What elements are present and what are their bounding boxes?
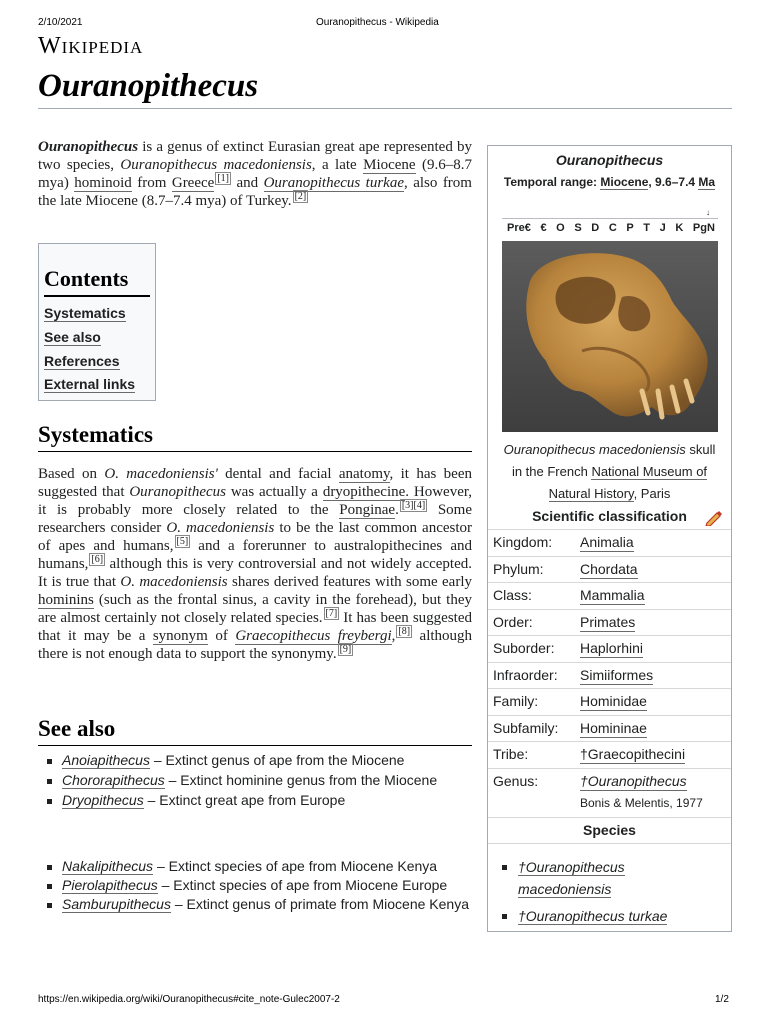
- sci-class-label: Scientific classification: [532, 508, 687, 524]
- print-page-number: 1/2: [715, 994, 729, 1005]
- row-label-order: Order:: [493, 614, 533, 630]
- species-heading: Species: [583, 822, 636, 838]
- link-miocene[interactable]: Miocene: [363, 157, 416, 173]
- period-scale-line: [502, 218, 718, 219]
- sys-text: .: [395, 502, 399, 518]
- toc-item-external-links[interactable]: External links: [44, 376, 136, 392]
- print-date: 2/10/2021: [38, 17, 83, 28]
- list-item-desc: – Extinct genus of ape from the Miocene: [149, 752, 405, 768]
- row-label-suborder: Suborder:: [493, 640, 555, 656]
- period-label[interactable]: PgN: [692, 222, 715, 234]
- taxobox: [487, 145, 732, 932]
- rule: [488, 529, 731, 530]
- sys-text: dental and facial: [217, 466, 339, 482]
- link-dryopithecine[interactable]: dryopithecine: [322, 484, 406, 500]
- sys-text: Based on: [38, 466, 105, 482]
- sys-italic: O. macedoniensis: [166, 520, 275, 536]
- rule: [488, 556, 731, 557]
- row-label-genus: Genus:: [493, 773, 539, 789]
- intro-text: (9.6–8.7 mya): [38, 157, 473, 191]
- link-chororapithecus[interactable]: Chororapithecus: [62, 772, 165, 788]
- link-animalia[interactable]: Animalia: [580, 534, 634, 550]
- row-label-family: Family:: [493, 693, 539, 709]
- caption-text: in the French: [511, 464, 592, 479]
- rule: [488, 662, 731, 663]
- temporal-range: [488, 175, 731, 189]
- intro-text: is a genus of extinct Eurasian great ape represented by two species,: [38, 139, 472, 173]
- citation-5[interactable]: [5]: [176, 536, 189, 547]
- toc-item-see-also[interactable]: See also: [44, 329, 101, 345]
- link-ouranopithecus-genus[interactable]: †Ouranopithecus: [580, 773, 687, 789]
- period-label[interactable]: J: [659, 222, 666, 234]
- intro-bold-name: Ouranopithecus: [38, 139, 139, 155]
- link-primates[interactable]: Primates: [580, 614, 636, 630]
- link-simiiformes[interactable]: Simiiformes: [580, 667, 654, 683]
- skull-photo[interactable]: [502, 241, 718, 432]
- link-miocene-infobox[interactable]: Miocene: [600, 175, 649, 189]
- citation-2[interactable]: [2]: [294, 191, 307, 202]
- intro-paragraph: [38, 138, 472, 210]
- print-url: https://en.wikipedia.org/wiki/Ouranopithecus#cite_note-Gulec2007-2: [38, 994, 340, 1005]
- temporal-value: , 9.6–7.4: [648, 175, 699, 189]
- systematics-divider: [38, 451, 472, 452]
- sys-text: . However, it is probably more closely related to the: [38, 484, 473, 518]
- link-ouranopithecus-macedoniensis[interactable]: †Ouranopithecus macedoniensis: [518, 859, 625, 897]
- sys-italic: O. macedoniensis: [120, 574, 228, 590]
- link-homininae[interactable]: Homininae: [580, 720, 647, 736]
- toc-item-systematics[interactable]: Systematics: [44, 305, 126, 321]
- link-pierolapithecus[interactable]: Pierolapithecus: [62, 877, 158, 893]
- rule: [488, 715, 731, 716]
- link-greece[interactable]: Greece: [171, 175, 215, 191]
- taxobox-title: Ouranopithecus: [555, 152, 664, 168]
- row-label-class: Class:: [493, 587, 532, 603]
- toc-title: Contents: [44, 266, 129, 291]
- systematics-heading: Systematics: [38, 422, 153, 447]
- link-ponginae[interactable]: Ponginae: [339, 502, 396, 518]
- sys-italic: Ouranopithecus: [129, 484, 226, 500]
- sys-text: although this is very controversial and not widely accepted. It is true that: [38, 556, 472, 590]
- period-label[interactable]: €: [540, 222, 547, 234]
- link-national-museum[interactable]: National Museum of Natural History: [548, 464, 708, 501]
- list-item-desc: – Extinct species of ape from Miocene Europe: [157, 877, 448, 893]
- row-label-kingdom: Kingdom:: [493, 534, 553, 550]
- sys-text: of: [207, 628, 236, 644]
- period-label[interactable]: O: [556, 222, 565, 234]
- sys-text: although there is not enough data to support the synonymy.: [38, 628, 473, 662]
- list-item: [38, 858, 472, 875]
- list-item-desc: – Extinct great ape from Europe: [143, 792, 346, 808]
- sys-italic: O. macedoniensis': [104, 466, 218, 482]
- row-label-subfamily: Subfamily:: [493, 720, 559, 736]
- list-item: [502, 905, 702, 927]
- link-anatomy[interactable]: anatomy: [338, 466, 390, 482]
- genus-authority: Bonis & Melentis, 1977: [580, 796, 703, 810]
- wordmark-text: Wikipedia: [38, 33, 144, 59]
- sys-text: shares derived features with some early: [227, 574, 472, 590]
- caption-text: skull: [685, 442, 716, 457]
- photo-caption: [488, 439, 731, 505]
- period-label[interactable]: P: [626, 222, 634, 234]
- see-also-divider: [38, 745, 472, 746]
- link-dryopithecus[interactable]: Dryopithecus: [62, 792, 144, 808]
- toc-divider: [44, 295, 150, 297]
- row-label-tribe: Tribe:: [493, 746, 529, 762]
- rule: [488, 741, 731, 742]
- link-haplorhini[interactable]: Haplorhini: [580, 640, 644, 656]
- sys-text: , it has been suggested that: [38, 466, 472, 500]
- intro-species-1: Ouranopithecus macedoniensis: [120, 157, 312, 173]
- caption-species: Ouranopithecus macedoniensis: [503, 442, 686, 457]
- list-item: [502, 856, 702, 900]
- link-samburupithecus[interactable]: Samburupithecus: [62, 896, 171, 912]
- link-mammalia[interactable]: Mammalia: [580, 587, 645, 603]
- caption-text: , Paris: [633, 486, 671, 501]
- temporal-label: Temporal range:: [503, 175, 601, 189]
- intro-text: and: [231, 175, 264, 191]
- period-marker-icon: ↓: [706, 208, 710, 217]
- intro-text: from: [131, 175, 172, 191]
- sys-text: to be the last common ancestor of apes and humans,: [38, 520, 473, 554]
- link-ouranopithecus-turkae[interactable]: Ouranopithecus turkae: [263, 175, 404, 191]
- link-chordata[interactable]: Chordata: [580, 561, 638, 577]
- geologic-periods: [507, 222, 715, 234]
- sys-text: and a forerunner to australopithecines and humans,: [38, 538, 473, 572]
- rule: [488, 688, 731, 689]
- toc-item-references[interactable]: References: [44, 353, 120, 369]
- link-graecopithecini[interactable]: †Graecopithecini: [580, 746, 686, 762]
- rule: [488, 768, 731, 769]
- row-label-phylum: Phylum:: [493, 561, 544, 577]
- title-divider: [38, 108, 732, 109]
- wikipedia-wordmark[interactable]: [38, 33, 143, 60]
- see-also-heading: See also: [38, 716, 116, 741]
- sys-text: (such as the frontal sinus, a cavity in the forehead), but they are almost certainly not closely related species.: [38, 592, 472, 626]
- citation-8[interactable]: [8]: [398, 626, 411, 637]
- link-ouranopithecus-turkae[interactable]: †Ouranopithecus turkae: [518, 908, 668, 924]
- table-of-contents: [38, 243, 156, 401]
- period-label[interactable]: S: [574, 222, 582, 234]
- rule: [488, 635, 731, 636]
- systematics-paragraph: [38, 465, 472, 663]
- list-item: [38, 896, 472, 913]
- article-title: Ouranopithecus: [38, 68, 259, 104]
- period-label[interactable]: D: [591, 222, 600, 234]
- list-item: [38, 752, 472, 769]
- period-label[interactable]: Pre€: [507, 222, 531, 234]
- see-also-list: [38, 752, 472, 913]
- link-anoiapithecus[interactable]: Anoiapithecus: [62, 752, 150, 768]
- period-label[interactable]: K: [675, 222, 684, 234]
- citation-9[interactable]: [9]: [339, 644, 352, 655]
- link-ma[interactable]: Ma: [698, 175, 716, 189]
- link-nakalipithecus[interactable]: Nakalipithecus: [62, 858, 154, 874]
- edit-pencil-icon[interactable]: [704, 510, 722, 526]
- citation-6[interactable]: [6]: [91, 554, 104, 565]
- print-page-title: Ouranopithecus - Wikipedia: [316, 17, 439, 28]
- sys-text: ,: [391, 628, 396, 644]
- intro-text: , also from the late Miocene (8.7–7.4 mya) of Turkey.: [38, 175, 472, 209]
- intro-text: , a late: [311, 157, 364, 173]
- list-item: [38, 792, 472, 809]
- link-hominins[interactable]: hominins: [38, 592, 94, 608]
- rule: [488, 609, 731, 610]
- sys-text: It has been suggested that it may be a: [38, 610, 472, 644]
- rule: [488, 582, 731, 583]
- list-item-desc: – Extinct species of ape from Miocene Kenya: [153, 858, 438, 874]
- rule: [488, 817, 731, 818]
- link-synonym[interactable]: synonym: [152, 628, 208, 644]
- citation-3-4[interactable]: [3][4]: [401, 500, 426, 511]
- citation-1[interactable]: [1]: [217, 173, 229, 184]
- period-label[interactable]: T: [643, 222, 651, 234]
- scientific-classification-heading: [488, 508, 731, 524]
- citation-7[interactable]: [7]: [325, 608, 338, 619]
- sys-text: was actually a: [226, 484, 323, 500]
- list-item: [38, 772, 472, 789]
- link-hominoid[interactable]: hominoid: [74, 175, 132, 191]
- rule: [488, 843, 731, 844]
- list-item: [38, 877, 472, 894]
- species-list: [502, 856, 702, 927]
- fossil-skull-icon: [502, 241, 718, 432]
- list-item-desc: – Extinct genus of primate from Miocene Kenya: [170, 896, 469, 912]
- period-label[interactable]: C: [608, 222, 617, 234]
- sys-text: Some researchers consider: [38, 502, 473, 536]
- link-hominidae[interactable]: Hominidae: [580, 693, 647, 709]
- list-item-desc: – Extinct hominine genus from the Miocene: [164, 772, 438, 788]
- row-label-infraorder: Infraorder:: [493, 667, 558, 683]
- link-graecopithecus-freybergi[interactable]: Graecopithecus freybergi: [235, 628, 392, 644]
